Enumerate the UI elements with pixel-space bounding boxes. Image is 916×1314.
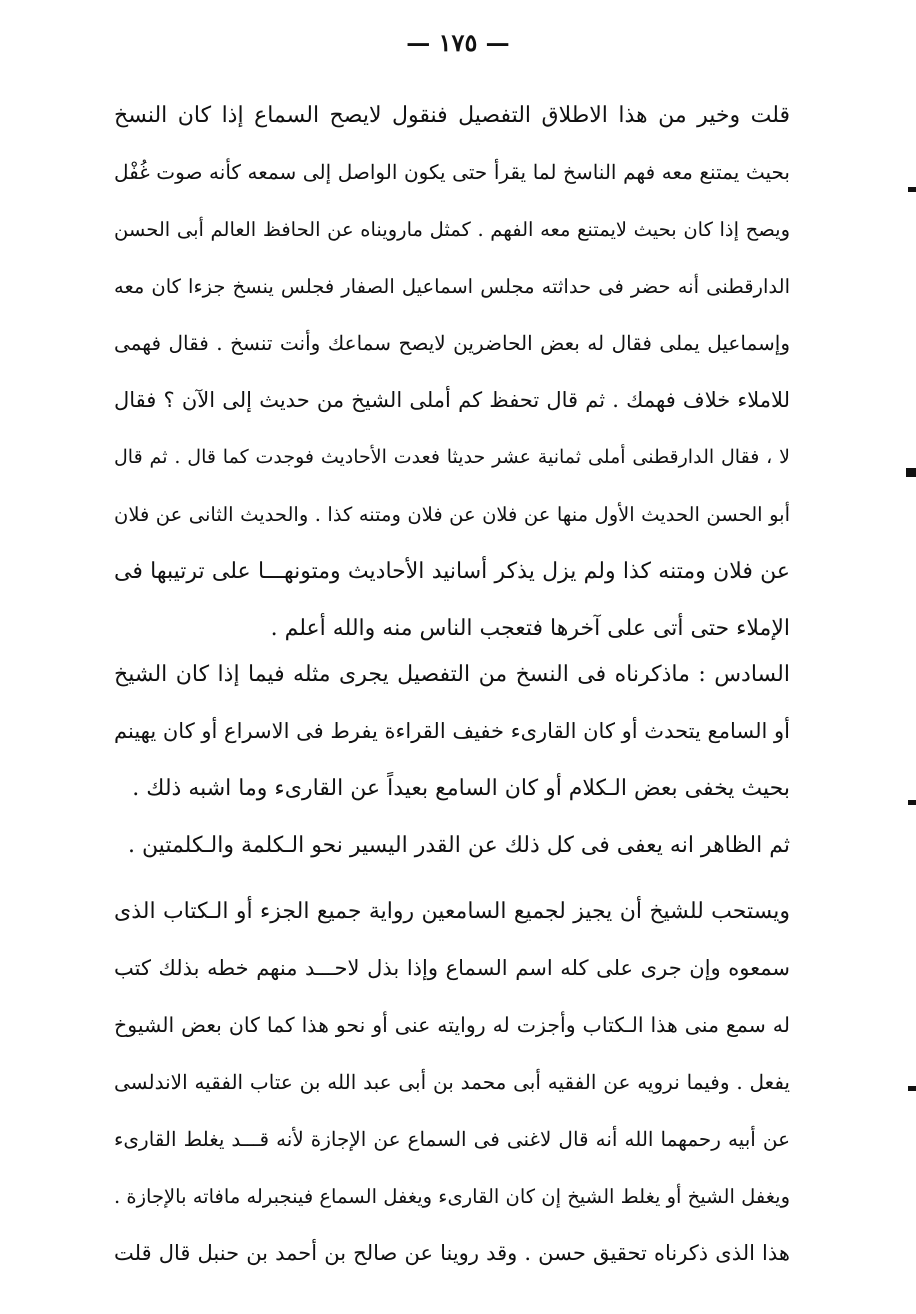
text-line: ويصح إذا كان بحيث لايمتنع معه الفهم . كمثل مارويناه عن الحافظ العالم أبى الحسن <box>114 218 790 241</box>
text-line: وإسماعيل يملى فقال له بعض الحاضرين لايصح سماعك وأنت تنسخ . فقال فهمى <box>114 331 790 355</box>
text-line: بحيث يمتنع معه فهم الناسخ لما يقرأ حتى يكون الواصل إلى سمعه كأنه صوت غُفْل <box>114 160 790 184</box>
text-line: سمعوه وإن جرى على كله اسم السماع وإذا بذل لاحـــد منهم خطه بذلك كتب <box>114 956 790 980</box>
scan-margin-mark <box>908 1086 916 1091</box>
text-line: لا ، فقال الدارقطنى أملى ثمانية عشر حديثا فعدت الأحاديث فوجدت كما قال . ثم قال <box>114 446 790 468</box>
page-number: — ١٧٥ — <box>406 28 510 57</box>
scan-margin-mark <box>906 468 916 477</box>
text-line: أو السامع يتحدث أو كان القارىء خفيف القراءة يفرط فى الاسراع أو كان يهينم <box>114 719 790 743</box>
text-line: ويستحب للشيخ أن يجيز لجميع السامعين رواية جميع الجزء أو الـكتاب الذى <box>114 899 790 924</box>
text-line: عن أبيه رحمهما الله أنه قال لاغنى فى السماع عن الإجازة لأنه قـــد يغلط القارىء <box>114 1127 790 1151</box>
text-line: الدارقطنى أنه حضر فى حداثته مجلس اسماعيل الصفار فجلس ينسخ جزءا كان معه <box>114 275 790 298</box>
text-line: ثم الظاهر انه يعفى فى كل ذلك عن القدر اليسير نحو الـكلمة والـكلمتين . <box>127 833 790 858</box>
text-line: له سمع منى هذا الـكتاب وأجزت له روايته عنى أو نحو هذا كما كان بعض الشيوخ <box>114 1013 790 1037</box>
text-line: السادس : ماذكرناه فى النسخ من التفصيل يجرى مثله فيما إذا كان الشيخ <box>114 662 790 687</box>
paragraph-2 <box>114 646 790 874</box>
paragraph-1 <box>114 87 790 657</box>
text-line: بحيث يخفى بعض الـكلام أو كان السامع بعيداً عن القارىء وما اشبه ذلك . <box>132 776 790 801</box>
text-line: عن فلان ومتنه كذا ولم يزل يذكر أسانيد الأحاديث ومتونهـــا على ترتيبها فى <box>114 559 790 584</box>
text-line: ويغفل الشيخ أو يغلط الشيخ إن كان القارىء ويغفل السماع فينجبرله مافاته بالإجازة . <box>114 1185 790 1208</box>
text-line: هذا الذى ذكرناه تحقيق حسن . وقد روينا عن صالح بن أحمد بن حنبل قال قلت <box>114 1241 790 1265</box>
text-line: الإملاء حتى أتى على آخرها فتعجب الناس منه والله أعلم . <box>270 616 790 641</box>
text-line: للاملاء خلاف فهمك . ثم قال تحفظ كم أملى الشيخ من حديث إلى الآن ؟ فقال <box>114 388 790 412</box>
scan-margin-mark <box>908 187 916 192</box>
scan-margin-mark <box>908 800 916 805</box>
text-line: قلت وخير من هذا الاطلاق التفصيل فنقول لايصح السماع إذا كان النسخ <box>114 103 790 128</box>
paragraph-3 <box>114 883 790 1282</box>
text-line: يفعل . وفيما نرويه عن الفقيه أبى محمد بن أبى عبد الله بن عتاب الفقيه الاندلسى <box>114 1070 790 1094</box>
text-line: أبو الحسن الحديث الأول منها عن فلان عن فلان ومتنه كذا . والحديث الثانى عن فلان <box>114 503 790 526</box>
